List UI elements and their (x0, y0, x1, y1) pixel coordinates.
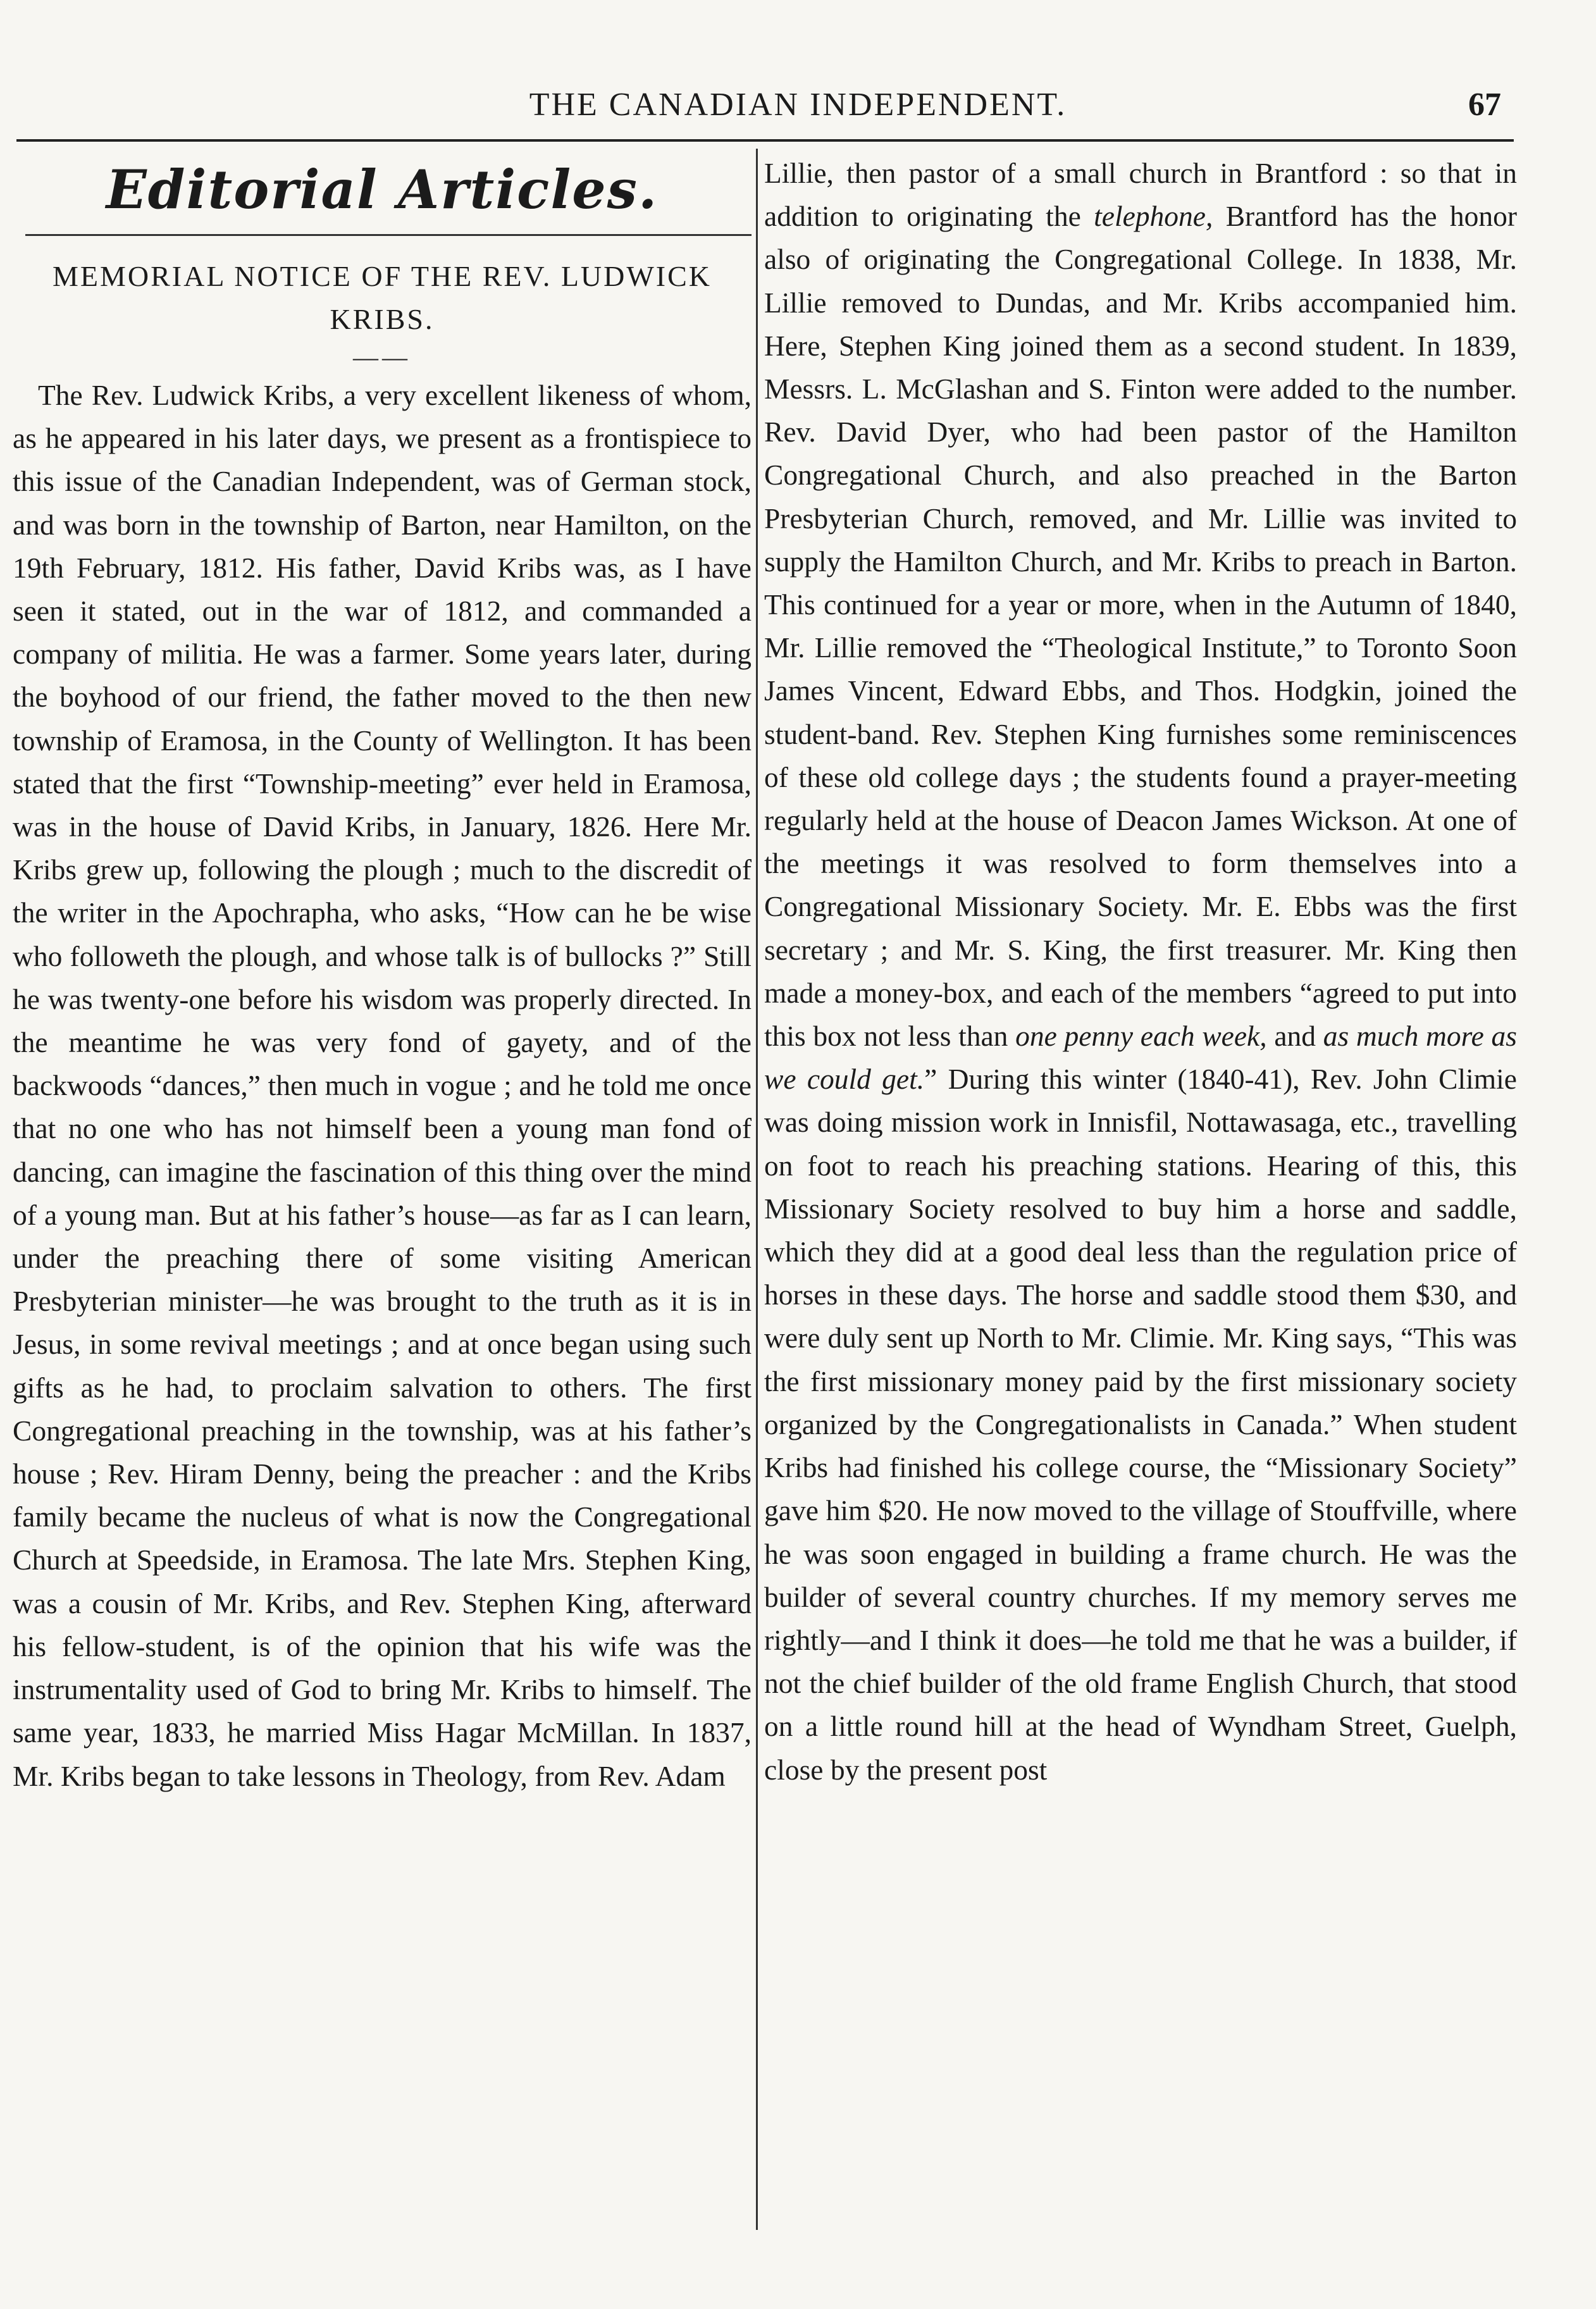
left-paragraph: The Rev. Ludwick Kribs, a very excellent likeness of whom, as he appeared in his later days, we present as a frontispiece to this issue of the Canadian Independent, was of German stock, and was born in the township of Barton, near Hamilton, on the 19th February, 1812. His father, David Kribs was, as I have seen it stated, out in the war of 1812, and commanded a company of militia. He was a farmer. Some years later, during the boyhood of our friend, the father moved to the then new township of Eramosa, in the County of Wellington. It has been stated that the first “Township-meeting” ever held in Eramosa, was in the house of David Kribs, in January, 1826. Here Mr. Kribs grew up, following the plough ; much to the discredit of the writer in the Apochrapha, who asks, “How can he be wise who followeth the plough, and whose talk is of bullocks ?” Still he was twenty-one before his wisdom was properly directed. In the meantime he was very fond of gayety, and of the backwoods “dances,” then much in vogue ; and he told me once that no one who has not himself been a young man fond of dancing, can imagine the fascination of this thing over the mind of a young man. But at his father’s house—as far as I can learn, under the preaching there of some visiting American Presbyterian minister—he was brought to the truth as it is in Jesus, in some revival meetings ; and at once began using such gifts as he had, to proclaim salvation to others. The first Congregational preaching in the township, was at his father’s house ; Rev. Hiram Denny, being the preacher : and the Kribs family became the nucleus of what is now the Congregational Church at Speedside, in Eramosa. The late Mrs. Stephen King, was a cousin of Mr. Kribs, and Rev. Stephen King, afterward his fellow-student, is of the opinion that his wife was the instrumentality used of God to bring Mr. Kribs to himself. The same year, 1833, he married Miss Hagar McMillan. In 1837, Mr. Kribs began to take lessons in Theology, from Rev. Adam (13, 379, 752, 1792)
title-separator: —— (353, 343, 411, 371)
text-run: Brantford has the honor also of originating the Congregational College. In 1838, Mr. Lillie removed to Dundas, and Mr. Kribs accompanied him. Here, Stephen King joined them as a second student. In 1839, Messrs. L. McGlashan and S. Finton were added to the number. Rev. David Dyer, who had been pastor of the Hamilton Congregational Church, and also preached in the Barton Presbyterian Church, removed, and Mr. Lillie was invited to supply the Hamilton Church, and Mr. Kribs to preach in Barton. This continued for a year or more, when in the Autumn of 1840, Mr. Lillie removed the “Theological Institute,” to Toronto Soon James Vincent, Edward Ebbs, and Thos. Hodgkin, joined the student-band. Rev. Stephen King furnishes some reminiscences of these old college days ; the students found a prayer-meeting regularly held at the house of Deacon James Wickson. At one of the meetings it was resolved to form themselves into a Congregational Missionary Society. Mr. E. Ebbs was the first secretary ; and Mr. S. King, the first treasurer. Mr. King then made a money-box, and each of the members “agreed to put into this box not less than (764, 200, 1517, 1053)
right-column (764, 152, 1517, 2239)
text-run: Lillie, then pastor of a small church in Brantford : so that in addition to originating the (764, 157, 1517, 233)
column-divider (756, 149, 758, 2230)
text-run: and (1266, 1020, 1323, 1053)
running-title: THE CANADIAN INDEPENDENT. (529, 87, 1067, 123)
heading-rule (25, 234, 752, 236)
left-column (13, 152, 752, 2239)
section-heading: Editorial Articles. (106, 158, 659, 221)
italic-text: telephone, (1094, 200, 1213, 233)
running-header (0, 76, 1596, 139)
text-run: ” During this winter (1840-41), Rev. John Climie was doing mission work in Innisfil, Nottawasaga, etc., travelling on foot to reach his preaching stations. Hearing of this, this Missionary Society resolved to buy him a horse and saddle, which they did at a good deal less than the regulation price of horses in these days. The horse and saddle stood them $30, and were duly sent up North to Mr. Climie. Mr. King says, “This was the first missionary money paid by the first missionary society organized by the Congregationalists in Canada.” When student Kribs had finished his college course, the “Missionary Society” gave him $20. He now moved to the village of Stouffville, where he was soon engaged in building a frame church. He was the builder of several country churches. If my memory serves me rightly—and I think it does—he told me that he was a builder, if not the chief builder of the old frame English Church, that stood on a little round hill at the head of Wyndham Street, Guelph, close by the present post (764, 1063, 1517, 1786)
notice-title: MEMORIAL NOTICE OF THE REV. LUDWICK KRIBS. (52, 260, 712, 335)
italic-text: one penny each week, (1015, 1020, 1267, 1053)
italic-text: as much more as we could get. (764, 1020, 1517, 1096)
page-number: 67 (1468, 87, 1501, 123)
right-paragraph (764, 152, 1517, 1792)
header-rule (16, 139, 1514, 142)
